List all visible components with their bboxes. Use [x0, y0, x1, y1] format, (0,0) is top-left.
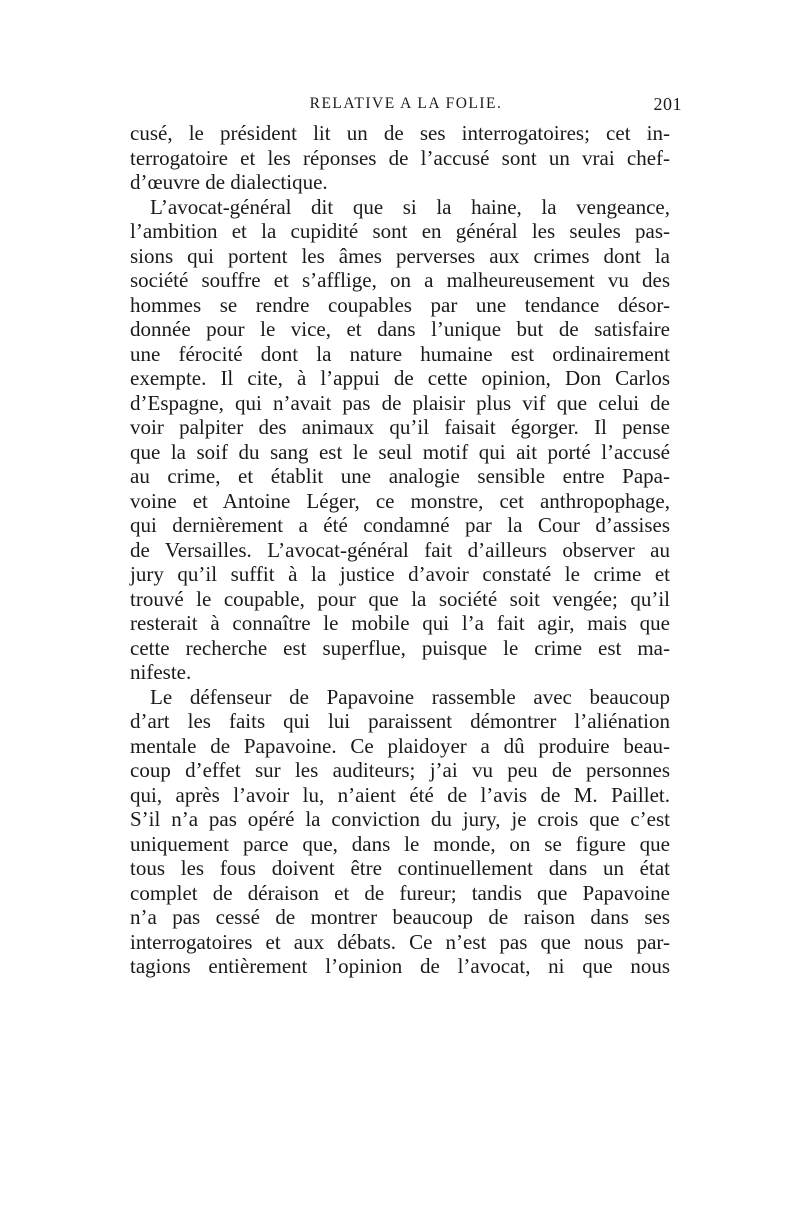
text-line: de Versailles. L’avocat-général fait d’ailleurs observer au — [130, 537, 670, 562]
text-line: n’a pas cessé de montrer beaucoup de raison dans ses — [130, 905, 670, 929]
text-line: donnée pour le vice, et dans l’unique but de satisfaire — [130, 317, 670, 341]
text-line: au crime, et établit une analogie sensible entre Papa- — [130, 464, 670, 488]
text-line: mentale de Papavoine. Ce plaidoyer a dû produire beau- — [130, 733, 670, 758]
text-line: d’Espagne, qui n’avait pas de plaisir plus vif que celui de — [130, 390, 670, 415]
text-line: qui dernièrement a été condamné par la Cour d’assises — [130, 513, 670, 537]
text-line: d’art les faits qui lui paraissent démontrer l’aliénation — [130, 709, 670, 733]
text-line: exempte. Il cite, à l’appui de cette opinion, Don Carlos — [130, 366, 670, 390]
running-title: RELATIVE A LA FOLIE. — [309, 95, 503, 112]
paragraph-first-line: Le défenseur de Papavoine rassemble avec beaucoup — [150, 684, 670, 709]
text-line: hommes se rendre coupables par une tendance désor- — [130, 292, 670, 317]
text-line: voine et Antoine Léger, ce monstre, cet anthropophage, — [130, 488, 670, 513]
paragraph-first-line: L’avocat-général dit que si la haine, la vengeance, — [150, 194, 670, 219]
text-line: que la soif du sang est le seul motif qui ait porté l’accusé — [130, 439, 670, 464]
page-number: 201 — [653, 94, 682, 114]
text-line: S’il n’a pas opéré la conviction du jury, je crois que c’est — [130, 807, 670, 831]
text-line: trouvé le coupable, pour que la société soit vengée; qu’il — [130, 586, 670, 611]
text-line: coup d’effet sur les auditeurs; j’ai vu peu de personnes — [130, 758, 670, 782]
text-line: terrogatoire et les réponses de l’accusé sont un vrai chef- — [130, 145, 670, 170]
running-head — [130, 92, 682, 116]
text-line: tagions entièrement l’opinion de l’avocat, ni que nous — [130, 954, 670, 978]
text-line: société souffre et s’afflige, on a malheureusement vu des — [130, 268, 670, 292]
text-line: d’œuvre de dialectique. — [130, 170, 328, 194]
body-text — [130, 121, 670, 979]
text-line: voir palpiter des animaux qu’il faisait égorger. Il pense — [130, 415, 670, 439]
text-line: resterait à connaître le mobile qui l’a fait agir, mais que — [130, 611, 670, 635]
text-line: uniquement parce que, dans le monde, on se figure que — [130, 831, 670, 856]
text-line: interrogatoires et aux débats. Ce n’est pas que nous par- — [130, 929, 670, 954]
text-line: sions qui portent les âmes perverses aux crimes dont la — [130, 243, 670, 268]
text-line: jury qu’il suffit à la justice d’avoir constaté le crime et — [130, 562, 670, 586]
text-line: qui, après l’avoir lu, n’aient été de l’avis de M. Paillet. — [130, 782, 670, 807]
text-line: cusé, le président lit un de ses interrogatoires; cet in- — [130, 121, 670, 145]
text-line: complet de déraison et de fureur; tandis que Papavoine — [130, 880, 670, 905]
text-line: l’ambition et la cupidité sont en général les seules pas- — [130, 219, 670, 243]
text-line: tous les fous doivent être continuellement dans un état — [130, 856, 670, 880]
text-line: cette recherche est superflue, puisque le crime est ma- — [130, 635, 670, 660]
text-line: une férocité dont la nature humaine est ordinairement — [130, 341, 670, 366]
text-line: nifeste. — [130, 660, 192, 684]
